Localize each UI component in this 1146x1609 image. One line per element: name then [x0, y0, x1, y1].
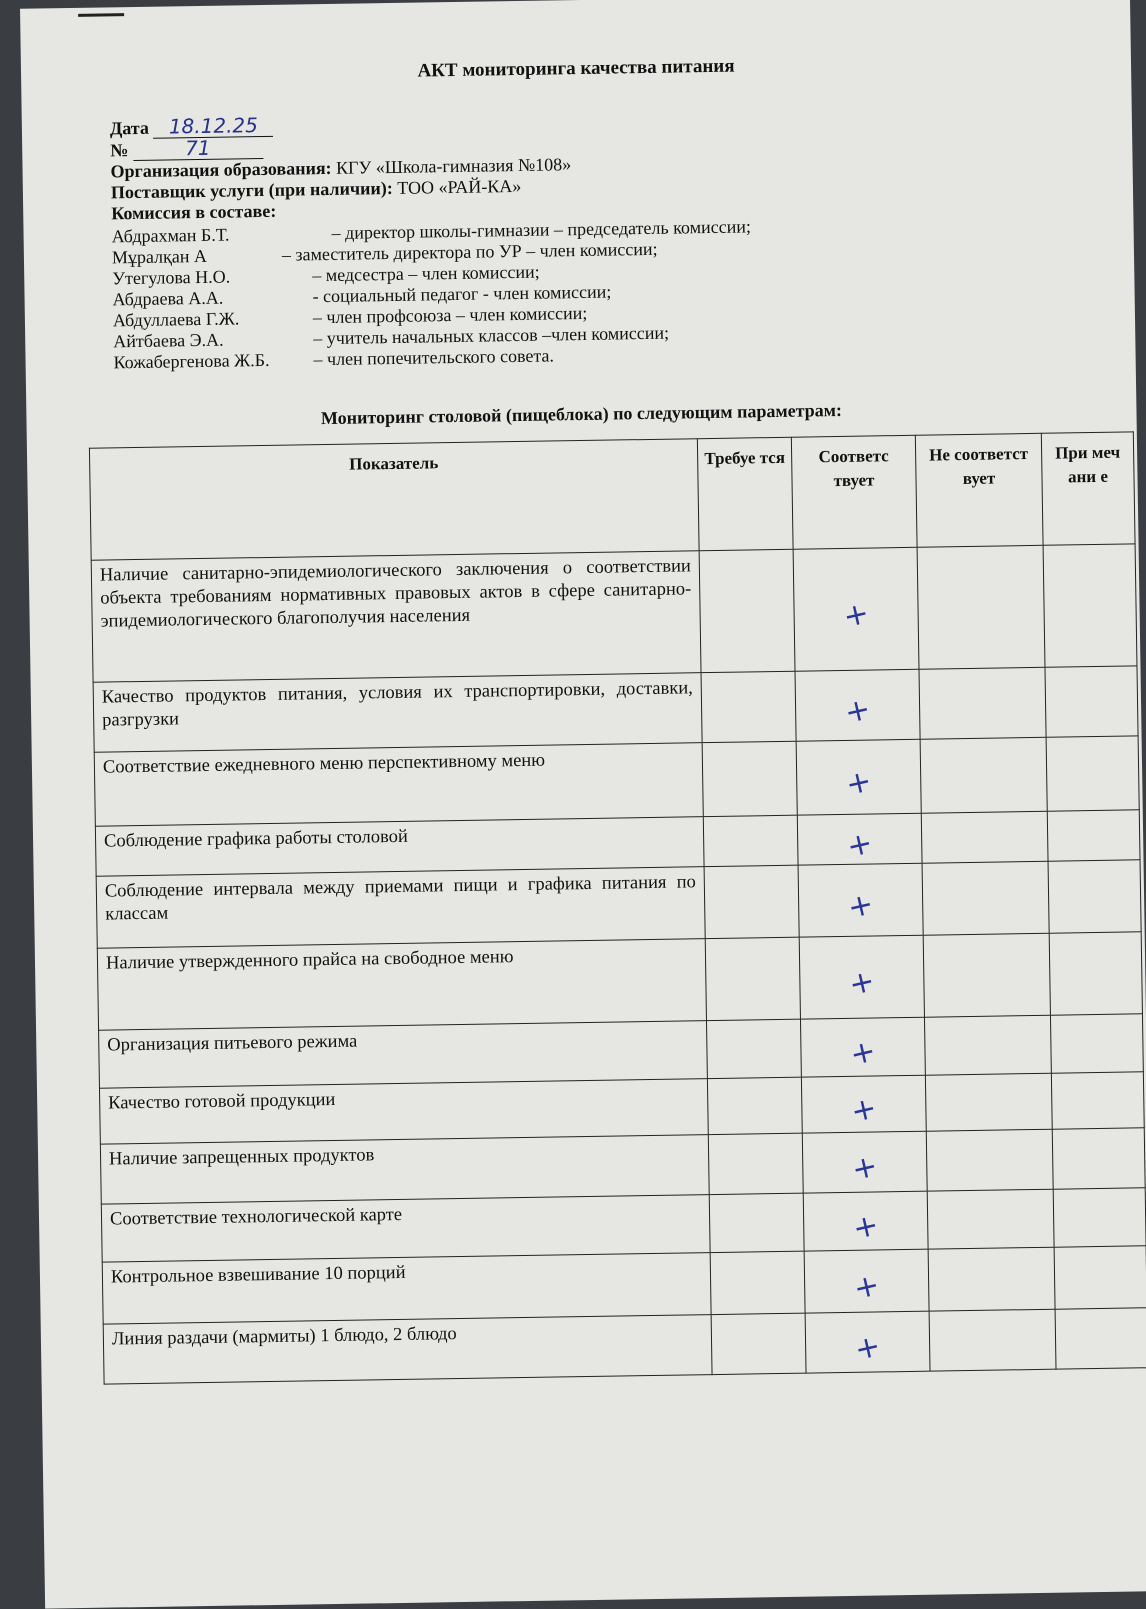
required-cell	[710, 1251, 805, 1314]
complies-cell	[796, 739, 921, 815]
not-complies-cell	[920, 737, 1047, 813]
required-cell	[706, 1019, 801, 1078]
note-cell	[1046, 736, 1139, 811]
note-cell	[1055, 1308, 1146, 1369]
handwritten-plus-mark: +	[843, 825, 876, 866]
complies-cell	[803, 1191, 928, 1251]
not-complies-cell	[924, 1015, 1051, 1075]
handwritten-plus-mark: +	[848, 1148, 881, 1189]
handwritten-plus-mark: +	[844, 886, 877, 927]
required-cell	[699, 549, 795, 672]
member-role: – директор школы-гимназии – председатель комиссии;	[331, 216, 752, 243]
commission-list	[111, 216, 753, 373]
supplier-value: ТОО «РАЙ-КА»	[397, 175, 522, 198]
indicator-cell: Соблюдение графика работы столовой	[95, 817, 704, 877]
member-name: Абдраева А.А.	[112, 287, 224, 310]
complies-cell	[802, 1131, 927, 1193]
indicator-cell: Наличие утвержденного прайса на свободное меню	[97, 939, 706, 1031]
indicator-cell: Соответствие ежедневного меню перспективному меню	[94, 743, 703, 827]
required-cell	[709, 1193, 804, 1252]
note-cell	[1054, 1246, 1146, 1309]
not-complies-cell	[919, 667, 1046, 739]
header-indicator: Показатель	[89, 439, 699, 561]
complies-cell	[799, 935, 924, 1019]
date-label: Дата	[109, 117, 150, 139]
commission-label: Комиссия в составе:	[111, 200, 277, 224]
complies-cell	[800, 1017, 925, 1077]
header-not-complies: Не соответст вует	[915, 433, 1043, 547]
indicator-cell: Наличие санитарно-эпидемиологического заключения о соответствии объекта требованиям нормативных правовых актов в сфере санитарно-эпидемиологического благополучия населения	[91, 551, 701, 683]
handwritten-plus-mark: +	[847, 1090, 880, 1131]
handwritten-plus-mark: +	[842, 763, 875, 804]
complies-cell	[804, 1249, 929, 1313]
note-cell	[1047, 810, 1140, 861]
required-cell	[702, 741, 797, 816]
not-complies-cell	[925, 1073, 1052, 1131]
number-label: №	[110, 140, 129, 161]
not-complies-cell	[928, 1247, 1055, 1311]
date-value: 18.12.25	[153, 115, 273, 139]
note-cell	[1050, 1014, 1143, 1073]
member-role: – медсестра – член комиссии;	[312, 261, 540, 286]
member-role: - социальный педагог - член комиссии;	[312, 281, 612, 307]
not-complies-cell	[927, 1189, 1054, 1249]
member-name: Абдрахман Б.Т.	[111, 224, 230, 247]
header-note: При меч ани е	[1041, 432, 1135, 545]
not-complies-cell	[926, 1129, 1053, 1191]
handwritten-plus-mark: +	[839, 595, 873, 636]
member-name: Айтбаева Э.А.	[113, 329, 224, 352]
not-complies-cell	[923, 933, 1050, 1017]
required-cell	[707, 1077, 802, 1134]
member-role: – заместитель директора по УР – член комиссии;	[281, 238, 658, 265]
complies-cell	[805, 1311, 930, 1373]
member-name: Утегулова Н.О.	[112, 266, 231, 289]
member-role: – член профсоюза – член комиссии;	[312, 302, 588, 328]
organization-label: Организация образования:	[110, 157, 332, 182]
header-complies: Соответс твует	[791, 435, 917, 549]
required-cell	[708, 1133, 803, 1194]
table-row	[91, 544, 1137, 682]
indicator-cell: Наличие запрещенных продуктов	[100, 1135, 709, 1205]
handwritten-plus-mark: +	[849, 1207, 882, 1248]
not-complies-cell	[929, 1309, 1056, 1371]
member-name: Мұралқан А	[111, 245, 208, 268]
handwritten-plus-mark: +	[846, 1033, 880, 1074]
indicator-cell: Качество готовой продукции	[99, 1079, 708, 1145]
not-complies-cell	[922, 861, 1049, 935]
note-cell	[1045, 666, 1138, 737]
required-cell	[711, 1313, 806, 1374]
handwritten-plus-mark: +	[850, 1267, 883, 1308]
handwritten-plus-mark: +	[845, 963, 878, 1004]
required-cell	[704, 865, 799, 938]
required-cell	[705, 937, 800, 1020]
complies-cell	[801, 1075, 926, 1133]
member-name: Кожабергенова Ж.Б.	[113, 349, 270, 373]
member-role: – учитель начальных классов –член комиссии;	[313, 322, 670, 349]
handwritten-plus-mark: +	[841, 691, 874, 732]
indicator-cell: Контрольное взвешивание 10 порций	[102, 1253, 711, 1325]
supplier-label: Поставщик услуги (при наличии):	[110, 177, 393, 203]
complies-cell	[795, 669, 920, 741]
indicator-cell: Линия раздачи (мармиты) 1 блюдо, 2 блюдо	[103, 1315, 712, 1385]
indicator-cell: Соблюдение интервала между приемами пищи и графика питания по классам	[96, 867, 705, 949]
indicator-cell: Организация питьевого режима	[99, 1021, 708, 1089]
monitoring-table	[89, 431, 1146, 1384]
indicator-cell: Соответствие технологической карте	[101, 1195, 710, 1263]
member-name: Абдуллаева Г.Ж.	[112, 308, 240, 331]
required-cell	[701, 671, 796, 742]
note-cell	[1048, 860, 1141, 933]
note-cell	[1053, 1188, 1146, 1247]
note-cell	[1051, 1072, 1144, 1129]
document-page	[20, 0, 1146, 1609]
organization-value: КГУ «Школа-гимназия №108»	[335, 154, 572, 178]
document-header	[110, 107, 753, 373]
not-complies-cell	[921, 811, 1048, 863]
handwritten-plus-mark: +	[851, 1328, 884, 1369]
indicator-cell: Качество продуктов питания, условия их транспортировки, доставки, разгрузки	[93, 673, 702, 753]
note-cell	[1043, 544, 1137, 667]
complies-cell	[798, 863, 923, 937]
complies-cell	[793, 547, 919, 671]
note-cell	[1052, 1128, 1145, 1189]
number-value: 71	[133, 137, 263, 161]
header-required: Требуе тся	[697, 437, 793, 550]
complies-cell	[797, 813, 922, 865]
required-cell	[703, 815, 798, 866]
table-header-row	[89, 432, 1135, 560]
monitoring-title: Мониторинг столовой (пищеблока) по следующим параметрам:	[320, 399, 843, 429]
not-complies-cell	[917, 545, 1045, 669]
member-role: – член попечительского совета.	[313, 345, 555, 370]
document-title: АКТ мониторинга качества питания	[417, 55, 735, 82]
note-cell	[1049, 932, 1142, 1015]
staple	[78, 13, 124, 17]
